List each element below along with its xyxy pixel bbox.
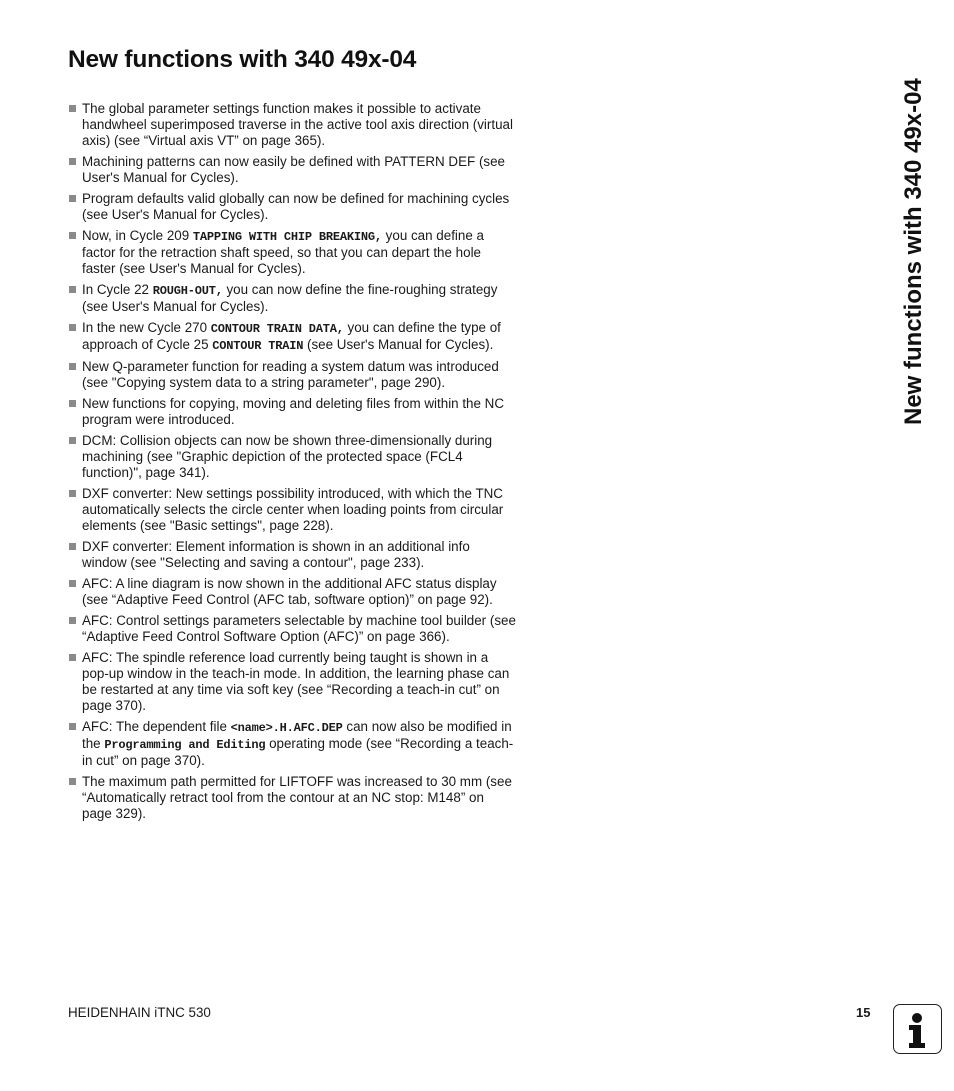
bullet-text: Machining patterns can now easily be defined with PATTERN DEF (see User's Manual for Cycles). bbox=[82, 154, 505, 185]
bullet-square-icon bbox=[69, 105, 76, 112]
bullet-text: AFC: A line diagram is now shown in the additional AFC status display (see “Adaptive Feed Control (AFC tab, software option)” on page 92). bbox=[82, 576, 497, 607]
bullet-square-icon bbox=[69, 580, 76, 587]
bullet-text: DCM: Collision objects can now be shown three-dimensionally during machining (see "Graphic depiction of the protected space (FCL4 function)", page 341). bbox=[82, 433, 493, 480]
bullet-text: you can define the type of approach of Cycle 25 bbox=[82, 320, 501, 352]
bullet-text: In the new Cycle 270 bbox=[82, 320, 211, 335]
list-item bbox=[68, 396, 516, 428]
list-item bbox=[68, 486, 516, 534]
bullet-text: (see User's Manual for Cycles). bbox=[303, 337, 494, 352]
code-term: CONTOUR TRAIN bbox=[212, 339, 304, 353]
page-number: 15 bbox=[856, 1005, 871, 1020]
bullet-square-icon bbox=[69, 723, 76, 730]
bullet-square-icon bbox=[69, 490, 76, 497]
bullet-text: The global parameter settings function makes it possible to activate handwheel superimposed traverse in the active tool axis direction (virtual axis) (see “Virtual axis VT” on page 365). bbox=[82, 101, 513, 148]
bullet-text: you can now define the fine-roughing strategy (see User's Manual for Cycles). bbox=[82, 282, 498, 314]
info-icon bbox=[893, 1004, 942, 1054]
bullet-text: The maximum path permitted for LIFTOFF was increased to 30 mm (see “Automatically retract tool from the contour at an NC stop: M148” on page 329). bbox=[82, 774, 512, 821]
bullet-text: DXF converter: New settings possibility introduced, with which the TNC automatically selects the circle center when loading points from circular elements (see "Basic settings", page 228). bbox=[82, 486, 504, 533]
bullet-square-icon bbox=[69, 778, 76, 785]
bullet-square-icon bbox=[69, 232, 76, 239]
bullet-text: can now also be modified in the bbox=[82, 719, 512, 751]
list-item bbox=[68, 576, 516, 608]
list-item bbox=[68, 539, 516, 571]
bullet-text: In Cycle 22 bbox=[82, 282, 153, 297]
bullet-text: AFC: Control settings parameters selectable by machine tool builder (see “Adaptive Feed Control Software Option (AFC)” on page 366). bbox=[82, 613, 516, 644]
bullet-text: Program defaults valid globally can now be defined for machining cycles (see User's Manual for Cycles). bbox=[82, 191, 510, 222]
footer-product-name: HEIDENHAIN iTNC 530 bbox=[68, 1005, 211, 1020]
list-item bbox=[68, 191, 516, 223]
bullet-text: AFC: The spindle reference load currently being taught is shown in a pop-up window in the teach-in mode. In addition, the learning phase can be restarted at any time via soft key (see “Recording a teach-in cut” on page 370). bbox=[82, 650, 510, 713]
bullet-text: operating mode (see “Recording a teach-in cut” on page 370). bbox=[82, 736, 514, 768]
bullet-square-icon bbox=[69, 324, 76, 331]
code-term: ROUGH-OUT, bbox=[152, 284, 223, 298]
bullet-square-icon bbox=[69, 195, 76, 202]
code-term: TAPPING WITH CHIP BREAKING, bbox=[192, 230, 382, 244]
list-item bbox=[68, 433, 516, 481]
list-item bbox=[68, 613, 516, 645]
list-item bbox=[68, 320, 516, 354]
list-item bbox=[68, 719, 516, 769]
code-term: <name>.H.AFC.DEP bbox=[230, 721, 343, 735]
list-item bbox=[68, 154, 516, 186]
bullet-text: you can define a factor for the retraction shaft speed, so that you can depart the hole faster (see User's Manual for Cycles). bbox=[82, 228, 484, 276]
bullet-text: Now, in Cycle 209 bbox=[82, 228, 193, 243]
list-item bbox=[68, 101, 516, 149]
bullet-square-icon bbox=[69, 363, 76, 370]
list-item bbox=[68, 359, 516, 391]
bullet-square-icon bbox=[69, 158, 76, 165]
bullet-square-icon bbox=[69, 437, 76, 444]
feature-list bbox=[68, 101, 516, 827]
list-item bbox=[68, 774, 516, 822]
page-title: New functions with 340 49x-04 bbox=[68, 46, 417, 73]
bullet-text: AFC: The dependent file bbox=[82, 719, 231, 734]
side-tab-title: New functions with 340 49x-04 bbox=[900, 78, 927, 425]
bullet-square-icon bbox=[69, 286, 76, 293]
code-term: CONTOUR TRAIN DATA, bbox=[210, 322, 344, 336]
bullet-text: New Q-parameter function for reading a system datum was introduced (see "Copying system data to a string parameter", page 290). bbox=[82, 359, 499, 390]
list-item bbox=[68, 282, 516, 315]
bullet-text: New functions for copying, moving and deleting files from within the NC program were introduced. bbox=[82, 396, 505, 427]
bullet-square-icon bbox=[69, 400, 76, 407]
list-item bbox=[68, 228, 516, 277]
bullet-square-icon bbox=[69, 617, 76, 624]
bullet-square-icon bbox=[69, 654, 76, 661]
bullet-square-icon bbox=[69, 543, 76, 550]
code-term: Programming and Editing bbox=[104, 738, 266, 752]
bullet-text: DXF converter: Element information is shown in an additional info window (see "Selecting and saving a contour", page 233). bbox=[82, 539, 470, 570]
list-item bbox=[68, 650, 516, 714]
